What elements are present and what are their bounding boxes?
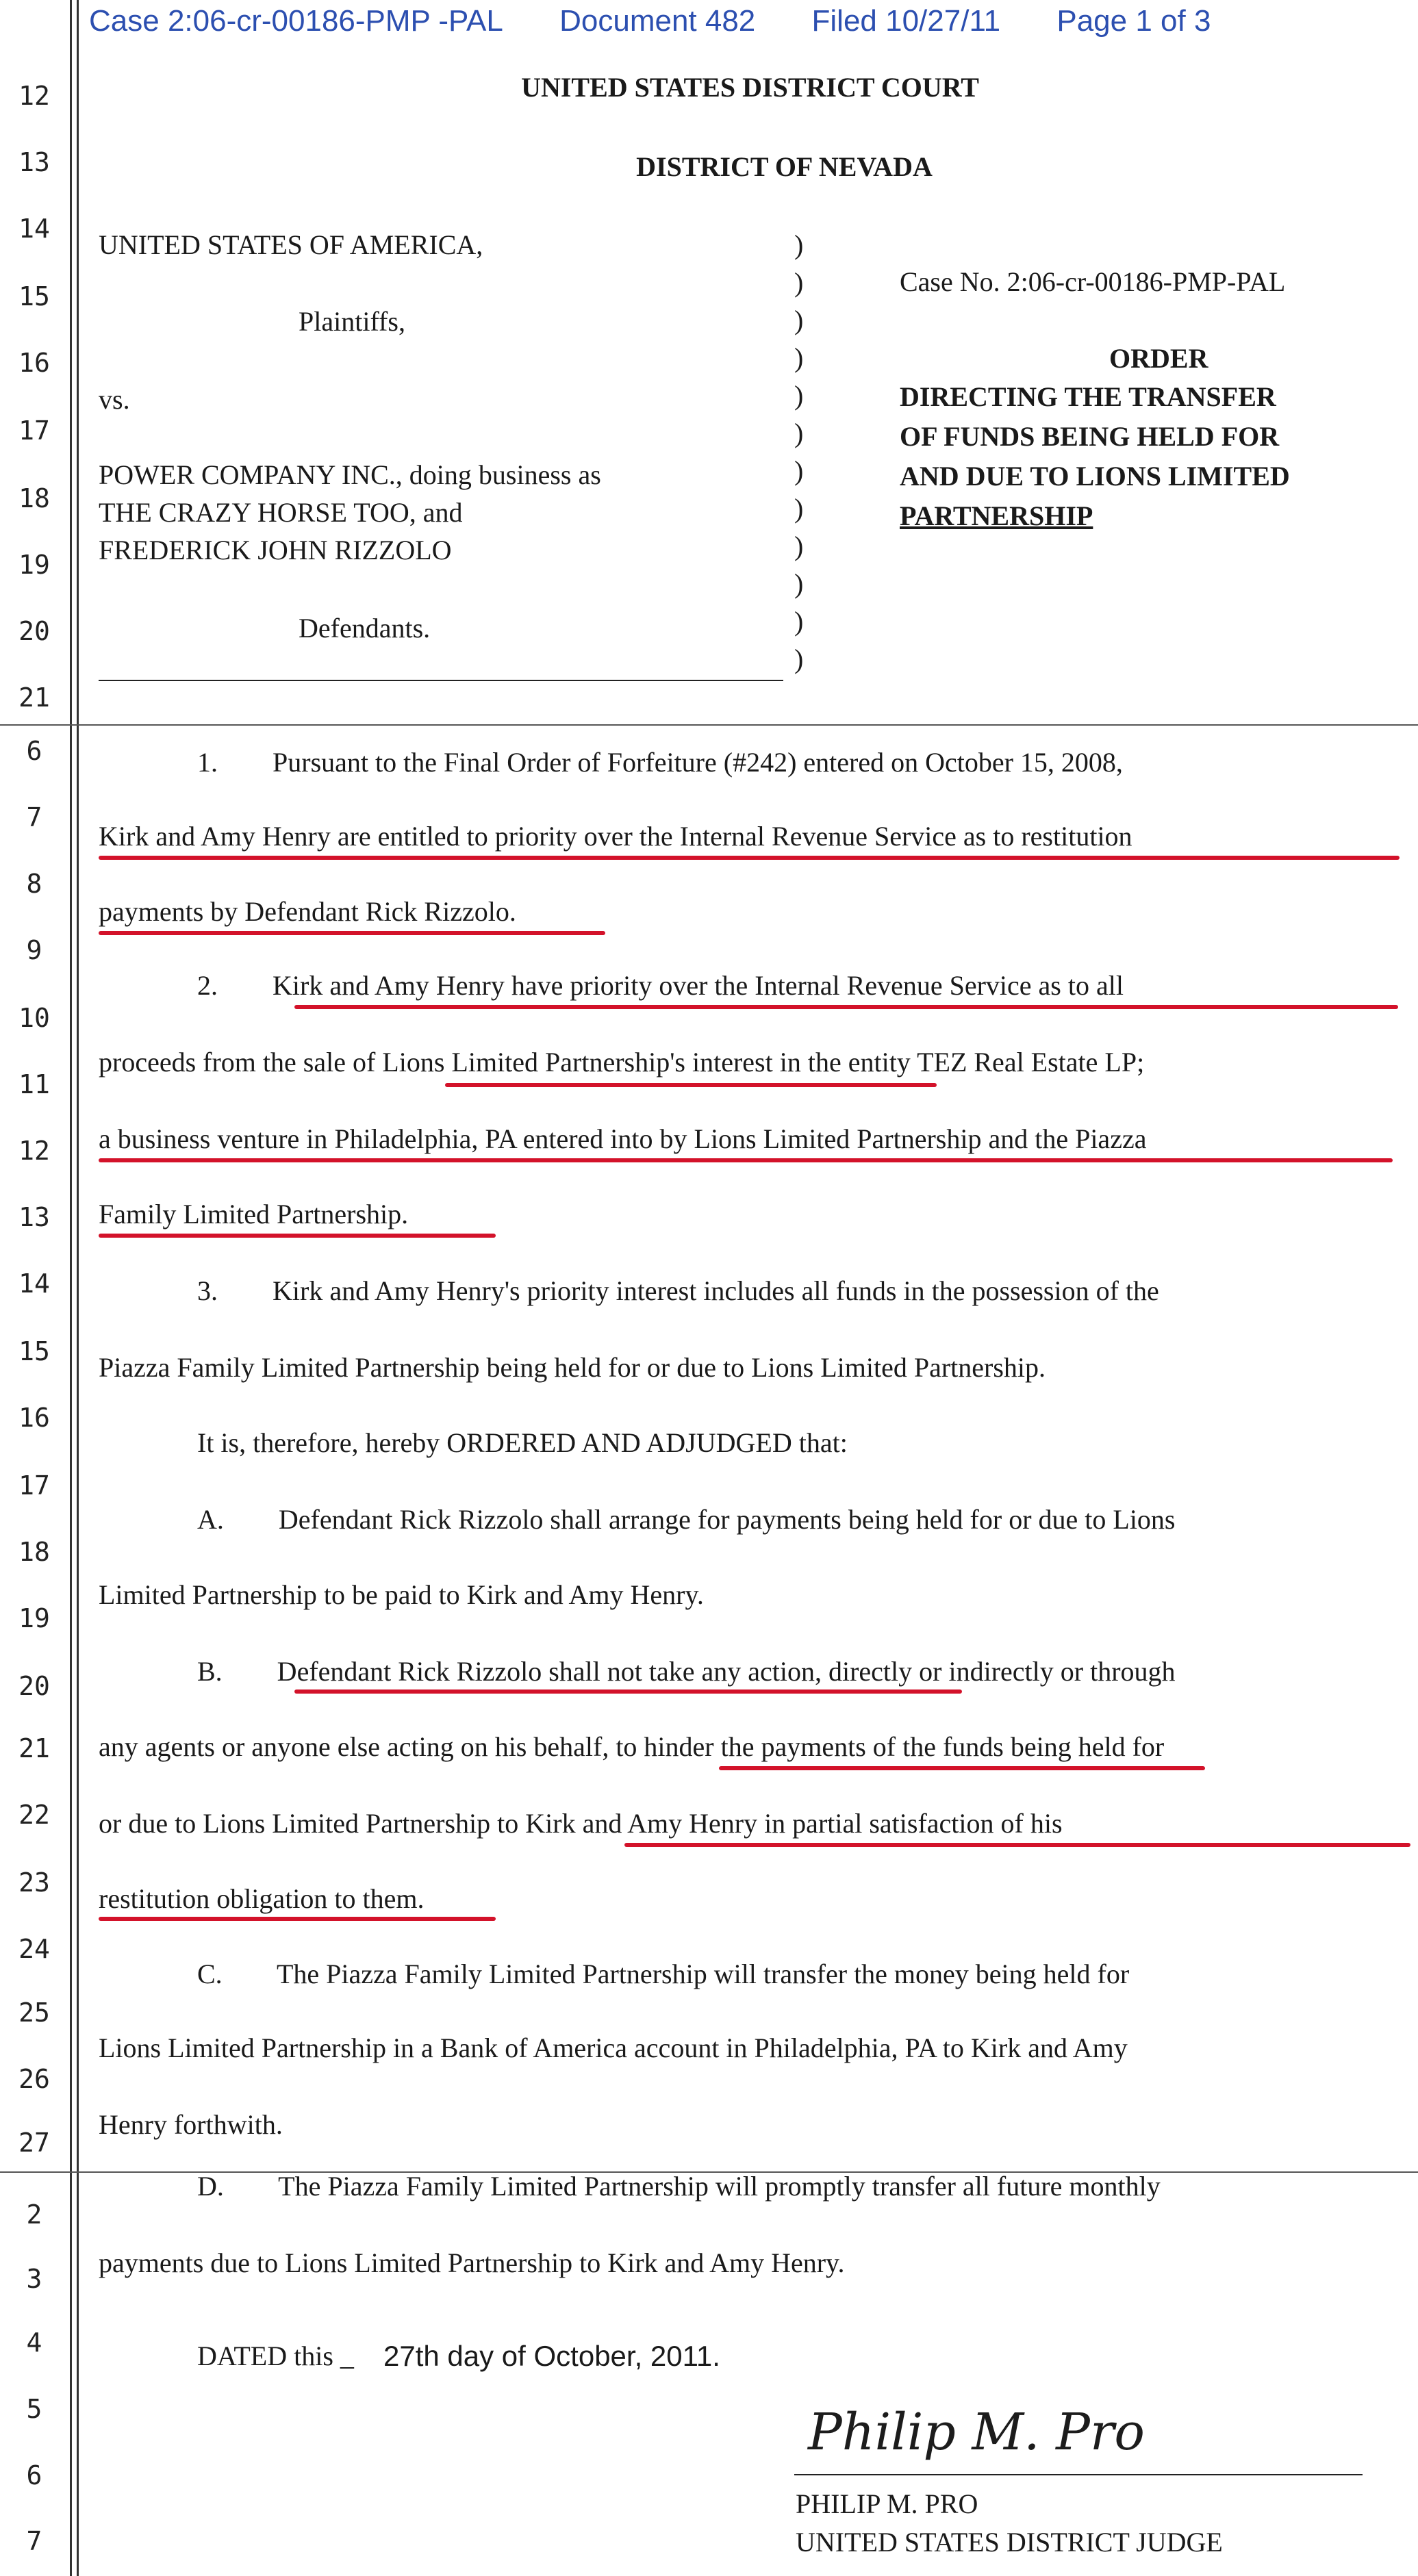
line-number: 19 bbox=[18, 1603, 50, 1633]
line-number: 3 bbox=[26, 2264, 42, 2294]
line-number: 9 bbox=[26, 935, 42, 965]
line-number: 21 bbox=[18, 1733, 50, 1763]
ordered-clause: It is, therefore, hereby ORDERED AND ADJUDGED that: bbox=[197, 1427, 848, 1458]
para-b-line-4: restitution obligation to them. bbox=[99, 1883, 425, 1914]
line-number: 13 bbox=[18, 147, 50, 177]
caption-paren: ) bbox=[794, 418, 804, 448]
caption-paren: ) bbox=[794, 643, 804, 674]
line-number: 12 bbox=[18, 1136, 50, 1166]
order-title: ORDER bbox=[1109, 343, 1208, 374]
dated-prefix: DATED this _ bbox=[197, 2341, 354, 2371]
red-underline bbox=[294, 1689, 962, 1694]
para-c-line-1: C. The Piazza Family Limited Partnership will transfer the money being held for bbox=[197, 1959, 1130, 1989]
caption-paren: ) bbox=[794, 568, 804, 599]
dated-date: 27th day of October, 2011. bbox=[383, 2340, 720, 2372]
line-number: 20 bbox=[18, 616, 50, 646]
line-number: 14 bbox=[18, 214, 50, 244]
para-1-line-2: Kirk and Amy Henry are entitled to priority over the Internal Revenue Service as to restitution bbox=[99, 821, 1132, 852]
para-b-line-2: any agents or anyone else acting on his behalf, to hinder the payments of the funds being held for bbox=[99, 1731, 1165, 1762]
para-1-line-3: payments by Defendant Rick Rizzolo. bbox=[99, 896, 516, 927]
para-a-line-2: Limited Partnership to be paid to Kirk and Amy Henry. bbox=[99, 1579, 704, 1610]
line-number: 12 bbox=[18, 81, 50, 111]
line-number: 8 bbox=[26, 869, 42, 899]
ecf-header bbox=[89, 4, 1258, 38]
caption-paren: ) bbox=[794, 493, 804, 524]
line-number: 14 bbox=[18, 1268, 50, 1299]
judge-signature: Philip M. Pro bbox=[808, 2403, 1145, 2462]
line-number: 21 bbox=[18, 683, 50, 713]
court-district: DISTRICT OF NEVADA bbox=[636, 151, 933, 182]
caption-paren: ) bbox=[794, 229, 804, 260]
red-underline bbox=[99, 1234, 496, 1238]
court-name: UNITED STATES DISTRICT COURT bbox=[521, 72, 979, 103]
plaintiff-name: UNITED STATES OF AMERICA, bbox=[99, 229, 483, 260]
order-subtitle-2: OF FUNDS BEING HELD FOR bbox=[900, 421, 1280, 452]
line-number: 7 bbox=[26, 802, 42, 832]
line-number: 7 bbox=[26, 2526, 42, 2556]
caption-paren: ) bbox=[794, 455, 804, 486]
line-number: 22 bbox=[18, 1800, 50, 1830]
caption-paren: ) bbox=[794, 531, 804, 561]
line-number: 19 bbox=[18, 550, 50, 580]
line-number: 6 bbox=[26, 2460, 42, 2490]
defendant-line-1: POWER COMPANY INC., doing business as bbox=[99, 459, 601, 490]
line-number: 6 bbox=[26, 736, 42, 766]
para-b-line-1: B. Defendant Rick Rizzolo shall not take any action, directly or indirectly or through bbox=[197, 1656, 1176, 1687]
caption-paren: ) bbox=[794, 267, 804, 298]
case-number: Case No. 2:06-cr-00186-PMP-PAL bbox=[900, 266, 1286, 297]
judge-title: UNITED STATES DISTRICT JUDGE bbox=[796, 2527, 1223, 2558]
para-d-line-1: D. The Piazza Family Limited Partnership will promptly transfer all future monthly bbox=[197, 2171, 1161, 2202]
para-3-line-1: 3. Kirk and Amy Henry's priority interest includes all funds in the possession of the bbox=[197, 1275, 1159, 1306]
caption-paren: ) bbox=[794, 305, 804, 335]
line-number: 11 bbox=[18, 1069, 50, 1099]
signature-line bbox=[794, 2474, 1363, 2475]
defendant-role: Defendants. bbox=[299, 613, 431, 643]
red-underline bbox=[99, 856, 1400, 860]
caption-underline bbox=[99, 680, 783, 681]
line-number: 27 bbox=[18, 2128, 50, 2158]
para-2-line-1: 2. Kirk and Amy Henry have priority over the Internal Revenue Service as to all bbox=[197, 970, 1124, 1001]
para-3-line-2: Piazza Family Limited Partnership being held for or due to Lions Limited Partnership. bbox=[99, 1352, 1046, 1383]
para-2-line-2: proceeds from the sale of Lions Limited Partnership's interest in the entity TEZ Real Estate LP; bbox=[99, 1047, 1145, 1077]
line-number: 10 bbox=[18, 1003, 50, 1033]
caption-paren: ) bbox=[794, 342, 804, 373]
para-2-line-3: a business venture in Philadelphia, PA entered into by Lions Limited Partnership and the Piazza bbox=[99, 1123, 1147, 1154]
line-number: 18 bbox=[18, 1537, 50, 1567]
line-number: 5 bbox=[26, 2394, 42, 2424]
order-subtitle-3: AND DUE TO LIONS LIMITED bbox=[900, 461, 1290, 492]
line-number: 20 bbox=[18, 1671, 50, 1701]
para-1-line-1: 1. Pursuant to the Final Order of Forfeiture (#242) entered on October 15, 2008, bbox=[197, 747, 1123, 778]
caption-paren: ) bbox=[794, 380, 804, 411]
para-c-line-2: Lions Limited Partnership in a Bank of America account in Philadelphia, PA to Kirk and Amy bbox=[99, 2032, 1128, 2063]
red-underline bbox=[99, 1158, 1393, 1162]
red-underline bbox=[99, 1917, 496, 1921]
margin-rule-inner bbox=[77, 0, 79, 2576]
section-divider bbox=[0, 724, 1418, 726]
red-underline bbox=[294, 1005, 1398, 1009]
red-underline bbox=[99, 931, 605, 935]
line-number: 17 bbox=[18, 1470, 50, 1501]
line-number: 18 bbox=[18, 483, 50, 513]
red-underline bbox=[624, 1843, 1410, 1847]
line-number: 23 bbox=[18, 1867, 50, 1898]
ecf-page: Page 1 of 3 bbox=[1056, 4, 1211, 38]
line-number: 17 bbox=[18, 416, 50, 446]
defendant-line-2: THE CRAZY HORSE TOO, and bbox=[99, 497, 463, 528]
ecf-document: Document 482 bbox=[559, 4, 756, 38]
para-c-line-3: Henry forthwith. bbox=[99, 2109, 283, 2140]
para-2-line-4: Family Limited Partnership. bbox=[99, 1199, 409, 1229]
para-d-line-2: payments due to Lions Limited Partnership to Kirk and Amy Henry. bbox=[99, 2247, 845, 2278]
line-number: 16 bbox=[18, 1403, 50, 1433]
ecf-filed: Filed 10/27/11 bbox=[811, 4, 1001, 38]
para-a-line-1: A. Defendant Rick Rizzolo shall arrange for payments being held for or due to Lions bbox=[197, 1504, 1176, 1535]
line-number: 26 bbox=[18, 2064, 50, 2094]
line-number: 2 bbox=[26, 2199, 42, 2230]
ecf-case: Case 2:06-cr-00186-PMP -PAL bbox=[89, 4, 503, 38]
red-underline bbox=[719, 1766, 1205, 1770]
line-number: 15 bbox=[18, 1336, 50, 1366]
para-b-line-3: or due to Lions Limited Partnership to Kirk and Amy Henry in partial satisfaction of his bbox=[99, 1808, 1063, 1839]
line-number: 15 bbox=[18, 281, 50, 311]
line-number: 13 bbox=[18, 1202, 50, 1232]
margin-rule bbox=[70, 0, 72, 2576]
plaintiff-role: Plaintiffs, bbox=[299, 306, 405, 337]
order-subtitle-1: DIRECTING THE TRANSFER bbox=[900, 381, 1276, 412]
judge-name: PHILIP M. PRO bbox=[796, 2488, 978, 2519]
red-underline bbox=[445, 1083, 937, 1087]
versus: vs. bbox=[99, 384, 130, 415]
line-number: 4 bbox=[26, 2328, 42, 2358]
caption-paren: ) bbox=[794, 606, 804, 637]
line-number: 25 bbox=[18, 1998, 50, 2028]
order-subtitle-4: PARTNERSHIP bbox=[900, 500, 1093, 531]
line-number: 16 bbox=[18, 348, 50, 378]
defendant-line-3: FREDERICK JOHN RIZZOLO bbox=[99, 535, 452, 565]
line-number: 24 bbox=[18, 1934, 50, 1964]
